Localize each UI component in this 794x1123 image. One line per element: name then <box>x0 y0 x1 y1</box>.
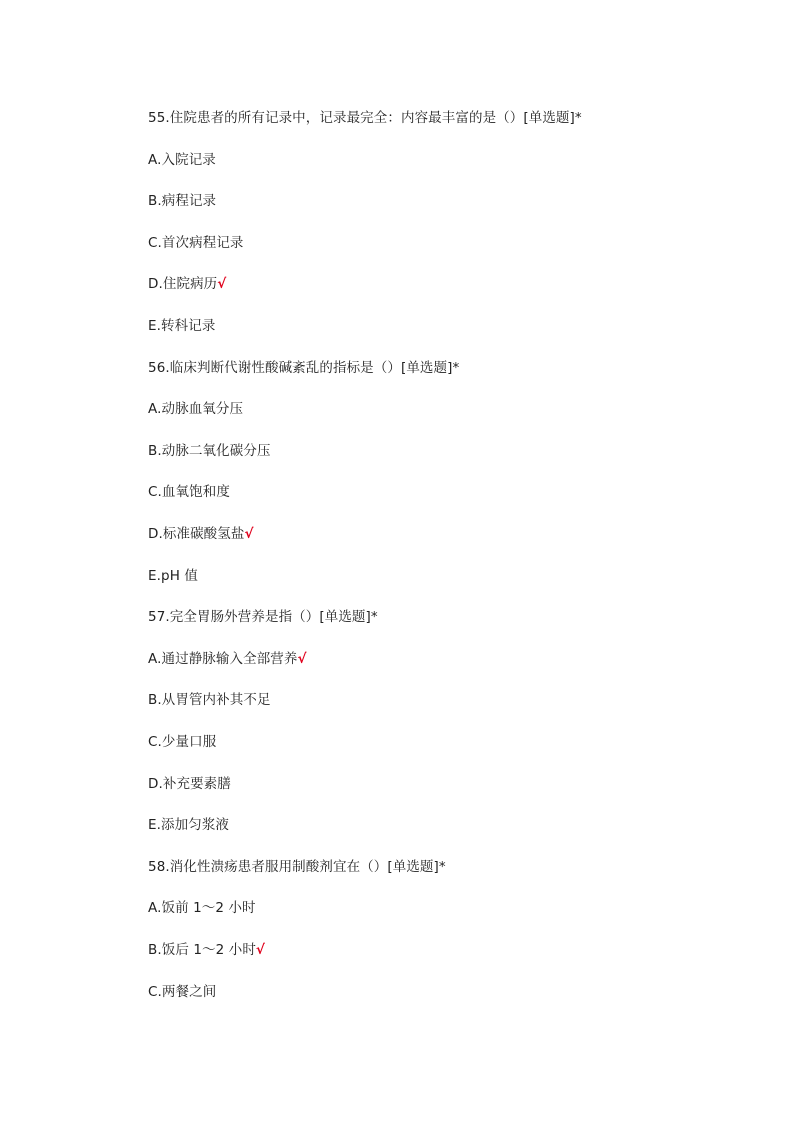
question-57-option-b: B.从胃管内补其不足 <box>148 692 271 708</box>
question-58-option-c: C.两餐之间 <box>148 984 217 1000</box>
correct-check-mark: √ <box>244 526 254 542</box>
question-55-option-b: B.病程记录 <box>148 193 217 209</box>
question-58-option-a: A.饭前 1～2 小时 <box>148 900 256 916</box>
question-58-option-b: B.饭后 1～2 小时√ <box>148 942 266 958</box>
question-55-option-a: A.入院记录 <box>148 152 216 168</box>
question-55-stem: 55.住院患者的所有记录中，记录最完全：内容最丰富的是（）[单选题]* <box>148 110 582 126</box>
question-55-option-e: E.转科记录 <box>148 318 216 334</box>
question-56-option-c: C.血氧饱和度 <box>148 484 230 500</box>
question-55-option-d: D.住院病历√ <box>148 276 227 292</box>
correct-check-mark: √ <box>297 651 307 667</box>
correct-check-mark: √ <box>255 942 266 958</box>
question-56-stem: 56.临床判断代谢性酸碱紊乱的指标是（）[单选题]* <box>148 360 460 376</box>
question-56-option-e: E.pH 值 <box>148 568 198 584</box>
question-57-option-c: C.少量口服 <box>148 734 217 750</box>
question-55-option-c: C.首次病程记录 <box>148 235 244 251</box>
correct-check-mark: √ <box>217 276 227 292</box>
question-57-option-d: D.补充要素膳 <box>148 776 231 792</box>
question-57-option-e: E.添加匀浆液 <box>148 817 230 833</box>
question-57-option-a: A.通过静脉输入全部营养√ <box>148 651 307 667</box>
question-56-option-b: B.动脉二氧化碳分压 <box>148 443 271 459</box>
question-56-option-a: A.动脉血氧分压 <box>148 401 244 417</box>
question-57-stem: 57.完全胃肠外营养是指（）[单选题]* <box>148 609 378 625</box>
question-56-option-d: D.标准碳酸氢盐√ <box>148 526 254 542</box>
question-58-stem: 58.消化性溃疡患者服用制酸剂宜在（）[单选题]* <box>148 859 446 875</box>
